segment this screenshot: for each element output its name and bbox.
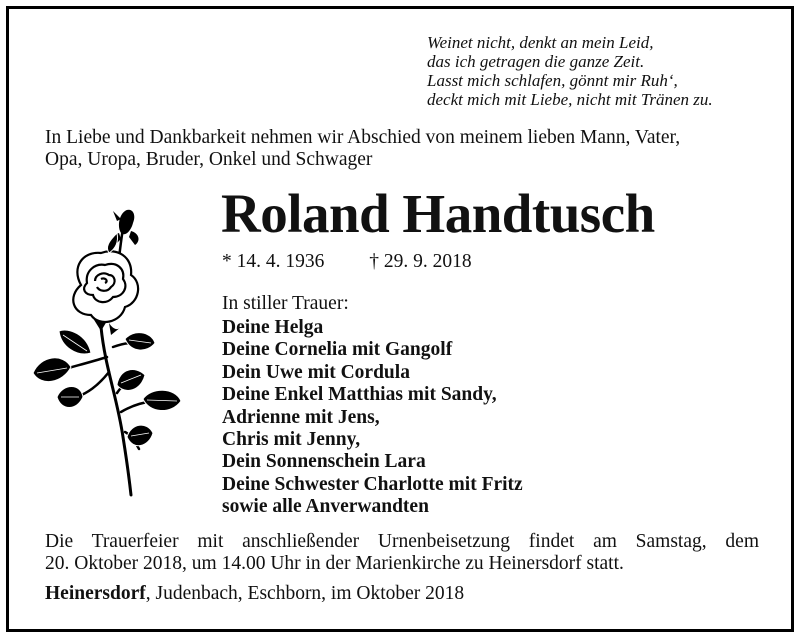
life-dates: [222, 251, 472, 273]
mourner-line: sowie alle Anverwandten: [222, 496, 429, 518]
mourners-list: [222, 317, 523, 519]
mourner-line: Deine Helga: [222, 317, 324, 338]
intro-line: In Liebe und Dankbarkeit nehmen wir Abschied von meinem lieben Mann, Vater,: [45, 127, 681, 148]
mourners-heading: In stiller Trauer:: [222, 293, 349, 314]
mourner-line: Deine Schwester Charlotte mit Fritz: [222, 473, 523, 495]
place-rest: , Judenbach, Eschborn, im Oktober 2018: [145, 583, 465, 604]
birth-date: * 14. 4. 1936: [222, 251, 325, 272]
funeral-details: [45, 531, 759, 575]
poem-line: das ich getragen die ganze Zeit.: [427, 52, 645, 71]
mourner-line: Deine Enkel Matthias mit Sandy,: [222, 384, 497, 406]
place-and-date: [45, 583, 464, 605]
poem-line: Lasst mich schlafen, gönnt mir Ruh‘,: [427, 71, 678, 90]
funeral-line: 20. Oktober 2018, um 14.00 Uhr in der Marienkirche zu Heinersdorf statt.: [45, 553, 624, 574]
mourner-line: Chris mit Jenny,: [222, 429, 361, 451]
death-date: † 29. 9. 2018: [369, 251, 472, 272]
place-town: Heinersdorf: [45, 583, 146, 604]
obituary-notice: [6, 6, 794, 632]
mourner-line: Deine Cornelia mit Gangolf: [222, 339, 453, 361]
poem-line: deckt mich mit Liebe, nicht mit Tränen zu.: [427, 90, 713, 109]
deceased-name: Roland Handtusch: [221, 183, 655, 244]
rose-icon: [21, 197, 191, 497]
intro-line: Opa, Uropa, Bruder, Onkel und Schwager: [45, 149, 373, 170]
mourner-line: Dein Sonnenschein Lara: [222, 451, 426, 473]
poem: [427, 33, 713, 109]
mourner-line: Adrienne mit Jens,: [222, 406, 380, 428]
mourner-line: Dein Uwe mit Cordula: [222, 361, 410, 383]
intro-text: [45, 127, 775, 171]
poem-line: Weinet nicht, denkt an mein Leid,: [427, 33, 654, 52]
funeral-line: Die Trauerfeier mit anschließender Urnenbeisetzung findet am Samstag, dem: [45, 531, 759, 552]
